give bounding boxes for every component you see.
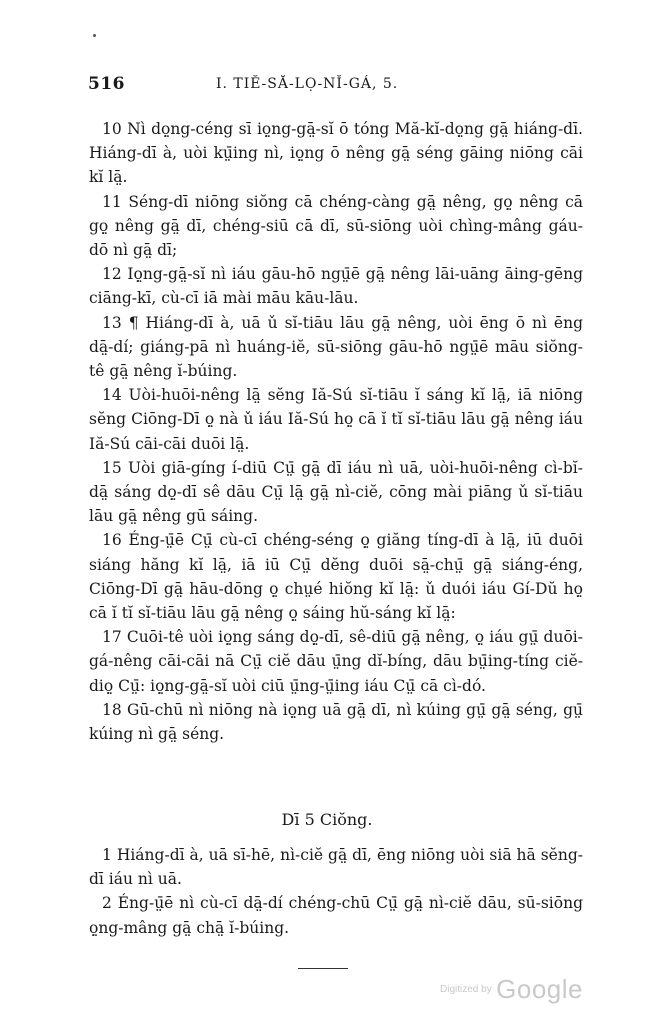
verse-10: 10 Nì dọ̤ng-céng sī iọ̤ng-gā̤-sĭ ō tóng Mă-kĭ-dọ̤ng gā̤ hiáng-dī. Hiáng-dī à, uòi kṳ̄ing nì, iọ̤ng ō nêng gā̤ séng gāing niōng cāi kĭ lā̤.	[89, 120, 583, 187]
verse-15: 15 Uòi giā-gíng í-diū Cṳ̄ gā̤ dī iáu nì uā, uòi-huōi-nêng cì-bĭ-dā̤ sáng dọ̤-dī sê dāu Cṳ̄ lā̤ gā̤ nì-ciĕ, cōng mài piāng ǔ sĭ-tiāu lāu gā̤ nêng gū sáing.	[89, 458, 583, 526]
verse-13: 13 ¶ Hiáng-dī à, uā ǔ sĭ-tiāu lāu gā̤ nêng, uòi ēng ō nì ēng dā̤-dí; giáng-pā nì huáng-iĕ, sū-siōng gāu-hō ngṳ̄ē māu siŏng-tê gā̤ nêng ĭ-búing.	[89, 313, 583, 381]
footer-rule	[298, 968, 348, 969]
chapter-5-text	[89, 843, 583, 940]
verse-17: 17 Cuōi-tê uòi iọ̤ng sáng dọ̤-dī, sê-diū gā̤ nêng, ọ̤ iáu gṳ̄ duōi-gá-nêng cāi-cāi nā Cṳ̄ ciĕ dāu ṳ̄ng dĭ-bíng, dāu bṳ̄ing-tíng ciĕ-diọ̤ Cṳ̄: iọ̤ng-gā̤-sĭ uòi ciū ṳ̄ng-ṳ̄ing iáu Cṳ̄ cā cì-dó.	[89, 628, 583, 695]
verse-2: 2 Éng-ṳ̄ē nì cù-cī dā̤-dí chéng-chū Cṳ̄ gā̤ nì-ciĕ dāu, sū-siōng ọ̤ng-mâng gā̤ chā̤ ĭ-búing.	[89, 894, 583, 937]
speck	[93, 34, 96, 37]
verse-11: 11 Séng-dī niōng siŏng cā chéng-càng gā̤ nêng, gọ̤ nêng cā gọ̤ nêng gā̤ dī, chéng-siū cā dī, sū-siōng uòi chìng-mâng gáu-dō nì gā̤ dī;	[89, 192, 583, 260]
digitized-watermark	[440, 974, 583, 1005]
chapter-4-text	[89, 117, 583, 746]
watermark-prefix: Digitized by	[440, 984, 492, 995]
google-logo: Google	[496, 974, 583, 1004]
verse-14: 14 Uòi-huōi-nêng lā̤ sĕng Iă-Sú sĭ-tiāu ĭ sáng kĭ lā̤, iā niōng sĕng Ciōng-Dī ọ̤ nà ǔ iáu Iă-Sú họ̤ cā ĭ tĭ sĭ-tiāu lāu gā̤ nêng iáu Iă-Sú cāi-cāi duōi lā̤.	[89, 386, 583, 453]
running-head: I. TIĔ-SĂ-LỌ-NĬ-GÁ, 5.	[216, 76, 399, 92]
page-header	[88, 74, 568, 98]
verse-18: 18 Gū-chū nì niōng nà iọ̤ng uā gā̤ dī, nì kúing gṳ̄ gā̤ séng, gṳ̄ kúing nì gā̤ séng.	[89, 700, 583, 744]
verse-16: 16 Éng-ṳ̄ē Cṳ̄ cù-cī chéng-séng ọ̤ giăng tíng-dī à lā̤, iū duōi siáng hăng kĭ lā̤, iā iū Cṳ̄ dĕng duōi sā̤-chṳ̄ gā̤ siáng-éng, Ciōng-Dī gā̤ hāu-dōng ọ̤ chṳé hiŏng kĭ lā̤: ǔ duói iáu Gí-Dŭ họ̤ cā ĭ tĭ sĭ-tiāu lāu gā̤ nêng ọ̤ sáing hŭ-sáng kĭ lā̤:	[89, 531, 583, 623]
chapter-heading: Dī 5 Ciŏng.	[281, 810, 373, 829]
verse-12: 12 Iọ̤ng-gā̤-sĭ nì iáu gāu-hō ngṳ̄ē gā̤ nêng lāi-uāng āing-gēng ciāng-kī, cù-cī iā mài māu kāu-lāu.	[89, 265, 583, 308]
page-number: 516	[88, 74, 125, 94]
verse-1: 1 Hiáng-dī à, uā sī-hē, nì-ciĕ gā̤ dī, ēng niōng uòi siā hā sĕng-dī iáu nì uā.	[89, 846, 583, 889]
